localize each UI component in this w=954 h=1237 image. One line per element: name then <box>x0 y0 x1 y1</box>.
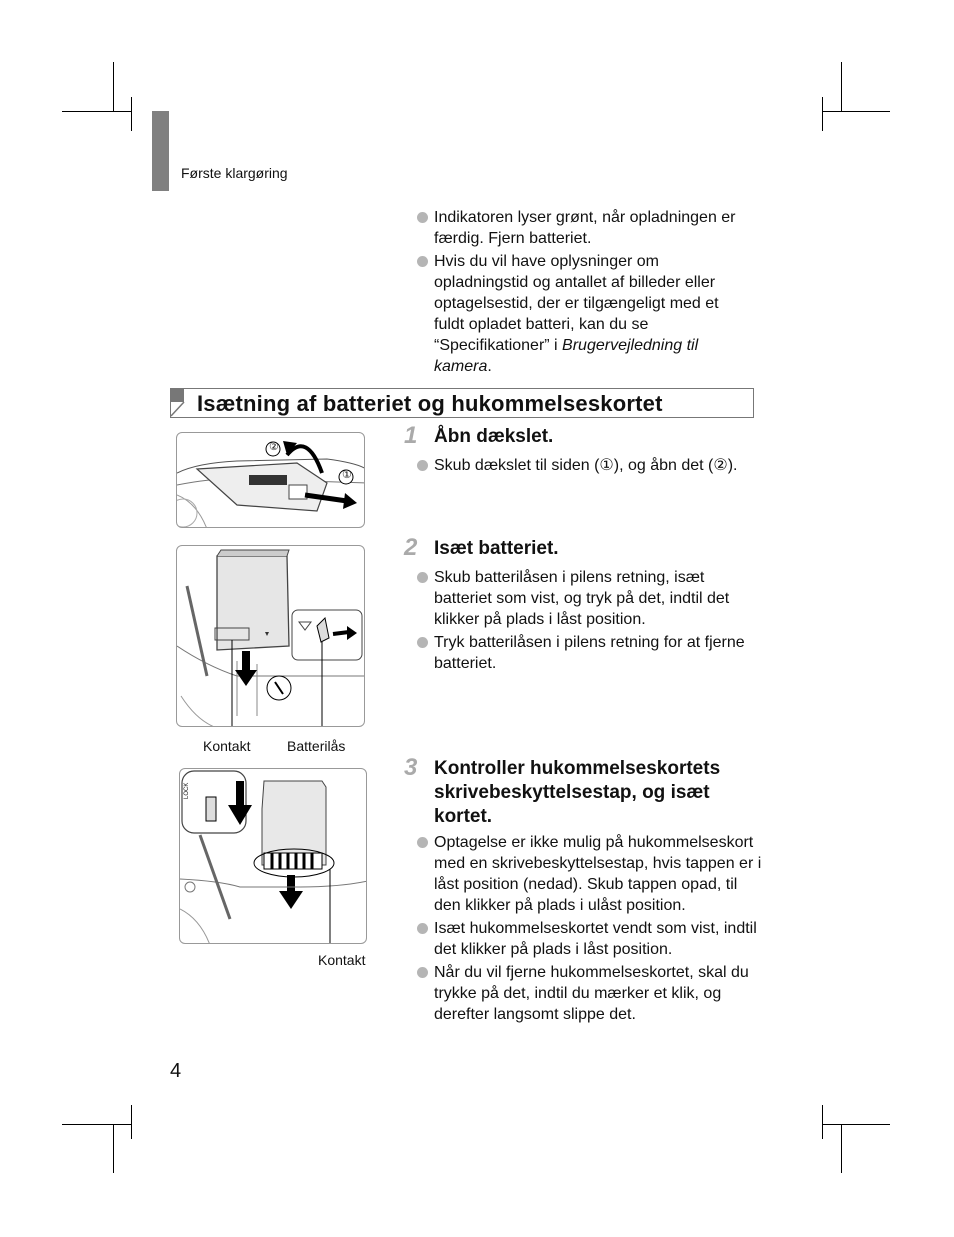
page-number: 4 <box>170 1060 182 1082</box>
running-head: Første klargøring <box>181 165 288 181</box>
step-1-title: Åbn dækslet. <box>434 426 554 447</box>
step-3-title: Kontroller hukommelseskortets skrivebeskyttelsestap, og isæt kortet. <box>434 758 721 827</box>
step-3-bullet-2: Isæt hukommelseskortet vendt som vist, indtil det klikker på plads i låst position. <box>417 918 762 960</box>
figure-insert-card <box>179 768 367 944</box>
lock-label: LOCK <box>184 782 190 799</box>
step-2-bullets <box>417 567 747 676</box>
manual-title: Brugervejledning til kamera <box>434 337 699 375</box>
section-corner-icon <box>170 388 200 418</box>
step-1-number: 1 <box>404 422 418 449</box>
step-1-bullet-1: Skub dækslet til siden (①), og åbn det (②). <box>417 455 757 476</box>
caption-contact-1: Kontakt <box>203 738 251 754</box>
step-2-bullet-1: Skub batterilåsen i pilens retning, isæt batteriet som vist, og tryk på det, indtil det klikker på plads i låst position. <box>417 567 747 630</box>
step-3-number: 3 <box>404 754 418 781</box>
intro-bullet-2 <box>417 251 747 377</box>
section-title: Isætning af batteriet og hukommelseskortet <box>197 391 663 416</box>
step-2-number: 2 <box>404 534 418 561</box>
step-3-bullets <box>417 832 762 1027</box>
figure-insert-battery <box>176 545 365 727</box>
step-3-bullet-1: Optagelse er ikke mulig på hukommelseskort med en skrivebeskyttelsestap, hvis tappen er i låst position (nedad). Skub tappen opad, til den klikker på plads i ulåst position. <box>417 832 762 916</box>
intro-bullet-2-end: . <box>487 358 492 375</box>
chapter-tab <box>152 111 169 191</box>
intro-bullet-1: Indikatoren lyser grønt, når opladningen er færdig. Fjern batteriet. <box>417 207 747 249</box>
marker-1: ① <box>342 469 352 481</box>
step-2-title: Isæt batteriet. <box>434 538 559 559</box>
intro-bullet-2-text: Hvis du vil have oplysninger om opladningstid og antallet af billeder eller optagelsestid, der er tilgængeligt med et fuldt opladet batteri, kan du se “Specifikationer” i <box>434 253 719 354</box>
intro-bullets <box>417 207 747 379</box>
marker-2: ② <box>269 441 279 453</box>
figure-open-cover <box>176 432 365 528</box>
step-2-bullet-2: Tryk batterilåsen i pilens retning for at fjerne batteriet. <box>417 632 747 674</box>
section-header <box>170 388 754 418</box>
memory-card-drawing <box>180 769 367 944</box>
step-3-bullet-3: Når du vil fjerne hukommelseskortet, skal du trykke på det, indtil du mærker et klik, og derefter langsomt slippe det. <box>417 962 762 1025</box>
card-contacts-drawing <box>264 853 322 869</box>
caption-battery-lock: Batterilås <box>287 738 346 754</box>
caption-contact-2: Kontakt <box>318 952 366 968</box>
battery-drawing <box>177 546 365 727</box>
step-1-bullets <box>417 455 757 478</box>
